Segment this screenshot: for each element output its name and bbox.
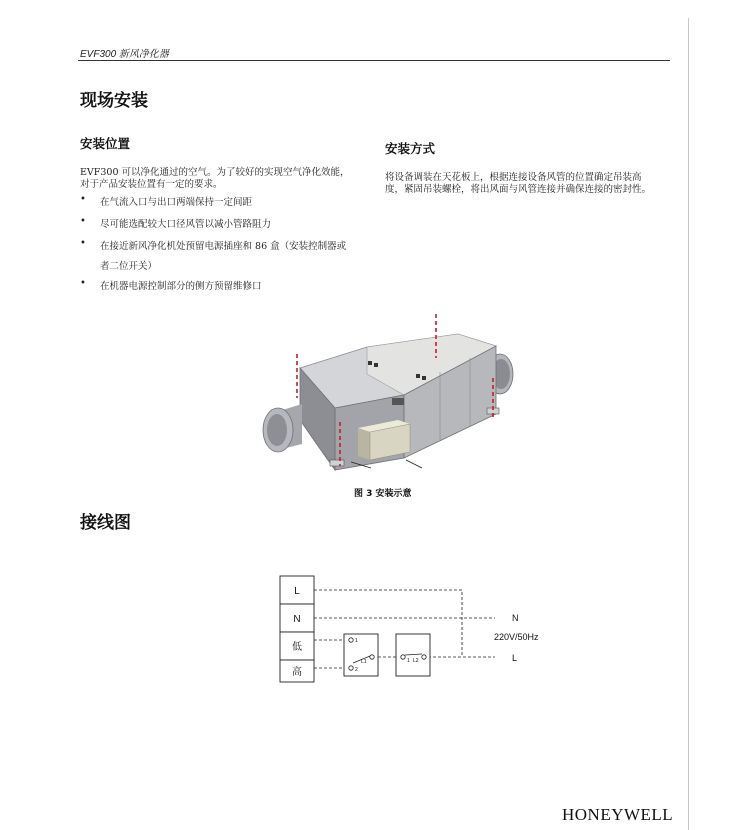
switch1-common-label: L1 bbox=[361, 659, 367, 665]
wiring-heading: 接线图 bbox=[80, 513, 131, 533]
switch1-terminal1-label: 1 bbox=[355, 638, 358, 644]
terminal-low-label: 低 bbox=[292, 642, 302, 653]
location-paragraph-line1: EVF300 可以净化通过的空气。为了较好的实现空气净化效能， bbox=[80, 167, 350, 178]
switch-2 bbox=[396, 634, 430, 676]
location-heading: 安装位置 bbox=[80, 136, 131, 151]
supply-n-label: N bbox=[512, 613, 519, 623]
list-item: • 尽可能选配较大口径风管以减小管路阻力 bbox=[80, 216, 346, 238]
supply-voltage-label: 220V/50Hz bbox=[494, 632, 539, 642]
supply-l-label: L bbox=[512, 653, 518, 663]
site-install-heading: 现场安装 bbox=[80, 91, 148, 111]
terminal-n-label: N bbox=[293, 614, 301, 625]
switch1-terminal2-label: 2 bbox=[355, 667, 358, 673]
list-item-continuation-text: 者二位开关） bbox=[100, 261, 158, 272]
figure-caption: 图 3 安装示意 bbox=[354, 489, 412, 499]
switch-1 bbox=[344, 634, 378, 676]
switch2-common-label: L2 bbox=[413, 658, 419, 664]
list-item: • 在接近新风净化机处预留电源插座和 86 盒（安装控制器或 bbox=[80, 238, 346, 258]
list-item: • 在气流入口与出口两端保持一定间距 bbox=[80, 194, 346, 216]
switch2-terminal1-label: 1 bbox=[407, 658, 410, 664]
location-paragraph-line2: 对于产品安装位置有一定的要求。 bbox=[80, 179, 223, 190]
method-paragraph-line1: 将设备调装在天花板上，根据连接设备风管的位置确定吊装高 bbox=[385, 172, 642, 183]
terminal-high-label: 高 bbox=[292, 667, 302, 678]
terminal-l-label: L bbox=[294, 586, 300, 597]
header-title: EVF300 新风净化器 bbox=[80, 49, 169, 60]
method-heading: 安装方式 bbox=[385, 141, 436, 156]
wiring-diagram bbox=[270, 570, 560, 690]
inlet-duct bbox=[263, 404, 302, 452]
list-item: • 在机器电源控制部分的侧方预留维修口 bbox=[80, 278, 346, 298]
honeywell-logo: HONEYWELL bbox=[562, 805, 674, 824]
method-paragraph-line2: 度，紧固吊装螺栓，将出风面与风管连接并确保连接的密封性。 bbox=[385, 184, 652, 195]
